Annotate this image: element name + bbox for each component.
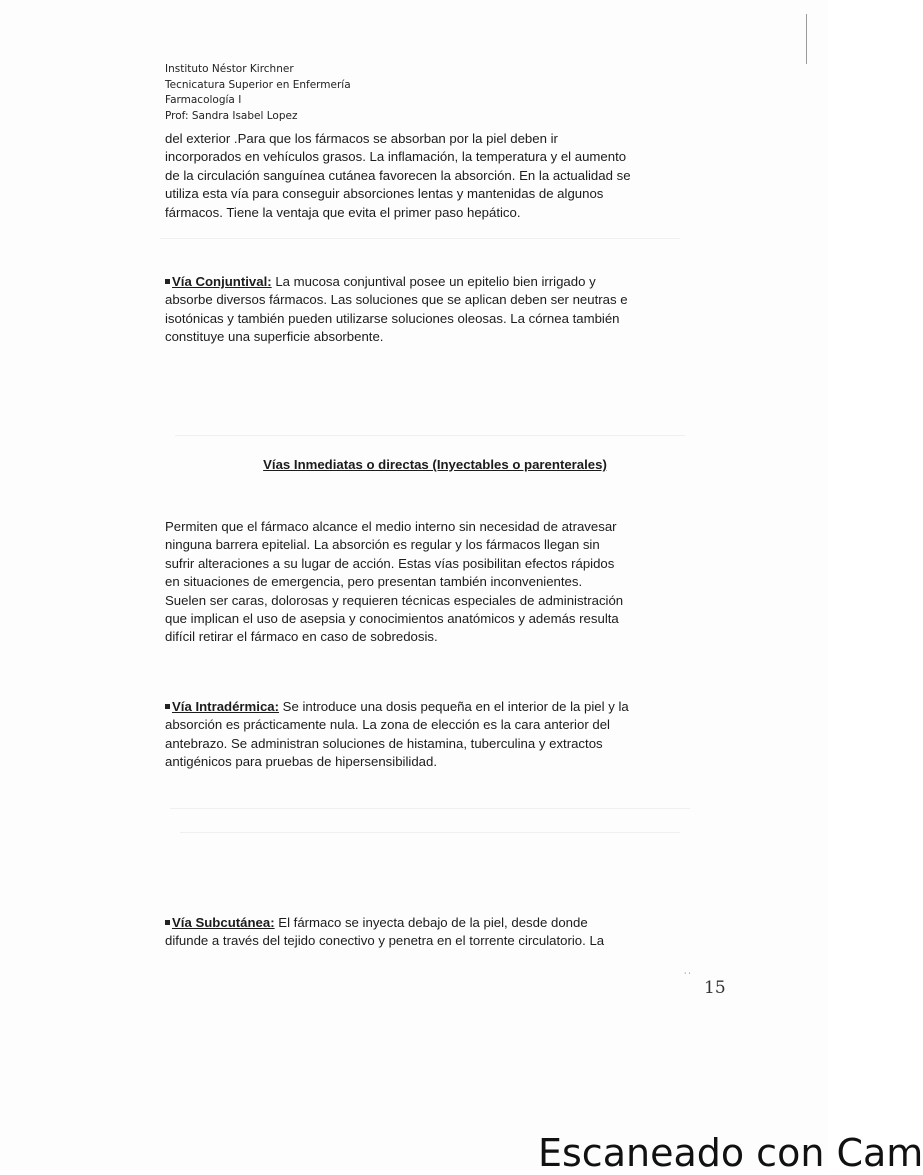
paragraph-line: La mucosa conjuntival posee un epitelio bien irrigado y (271, 274, 596, 289)
conjuntival-term: Vía Conjuntival: (172, 274, 272, 289)
paragraph-line: absorbe diversos fármacos. Las soluciones que se aplican deben ser neutras e (165, 292, 628, 308)
paragraph-line: absorción es prácticamente nula. La zona de elección es la cara anterior del (165, 717, 610, 733)
conjuntival-paragraph (165, 273, 705, 347)
paragraph-line: Permiten que el fármaco alcance el medio interno sin necesidad de atravesar (165, 519, 617, 534)
bleed-through-mark (160, 238, 680, 239)
paragraph-line: utiliza esta vía para conseguir absorciones lentas y mantenidas de algunos (165, 186, 604, 202)
bleed-through-mark (175, 435, 685, 436)
document-header (165, 62, 351, 124)
parenteral-paragraph (165, 518, 705, 647)
header-program: Tecnicatura Superior en Enfermería (165, 78, 351, 91)
header-institution: Instituto Néstor Kirchner (165, 63, 294, 75)
paragraph-line: en situaciones de emergencia, pero presentan también inconvenientes. (165, 574, 583, 590)
paragraph-line: del exterior .Para que los fármacos se absorban por la piel deben ir (165, 131, 558, 146)
page-number-marks: ˙˙ (684, 972, 693, 983)
paragraph-line: difícil retirar el fármaco en caso de sobredosis. (165, 629, 438, 645)
paragraph-line: Suelen ser caras, dolorosas y requieren técnicas especiales de administración (165, 592, 624, 608)
intro-paragraph (165, 130, 705, 222)
intradermica-term: Vía Intradérmica: (172, 699, 280, 714)
paragraph-line: constituye una superficie absorbente. (165, 329, 384, 345)
paragraph-line: isotónicas y también pueden utilizarse soluciones oleosas. La córnea también (165, 310, 620, 326)
scanner-watermark (538, 1128, 923, 1175)
bullet-icon (165, 704, 170, 709)
paragraph-line: antebrazo. Se administran soluciones de histamina, tuberculina y extractos (165, 735, 603, 751)
subcutanea-term: Vía Subcutánea: (172, 915, 275, 930)
header-professor: Prof: Sandra Isabel Lopez (165, 109, 298, 122)
section-title: Vías Inmediatas o directas (Inyectables o parenterales) (263, 457, 607, 472)
bullet-icon (165, 279, 170, 284)
paragraph-line: difunde a través del tejido conectivo y penetra en el torrente circulatorio. La (165, 933, 605, 949)
bleed-through-mark (180, 832, 680, 833)
paragraph-line: incorporados en vehículos grasos. La inflamación, la temperatura y el aumento (165, 149, 627, 165)
paragraph-line: antigénicos para pruebas de hipersensibilidad. (165, 754, 437, 770)
paragraph-line: ninguna barrera epitelial. La absorción es regular y los fármacos llegan sin (165, 537, 600, 553)
scanner-watermark-text: Escaneado con Cam (538, 1131, 923, 1175)
header-subject: Farmacología I (165, 94, 242, 106)
paragraph-line: sufrir alteraciones a su lugar de acción. Estas vías posibilitan efectos rápidos (165, 555, 615, 571)
bleed-through-mark (170, 808, 690, 809)
scan-edge-mark (806, 14, 807, 64)
paragraph-line: Se introduce una dosis pequeña en el interior de la piel y la (279, 699, 629, 714)
paragraph-line: fármacos. Tiene la ventaja que evita el primer paso hepático. (165, 204, 521, 220)
bullet-icon (165, 920, 170, 925)
intradermica-paragraph (165, 698, 713, 772)
paragraph-line: de la circulación sanguínea cutánea favorecen la absorción. En la actualidad se (165, 167, 631, 183)
page-number: 15 (704, 978, 726, 998)
subcutanea-paragraph (165, 914, 705, 951)
paragraph-line: que implican el uso de asepsia y conocimientos anatómicos y además resulta (165, 611, 619, 627)
paragraph-line: El fármaco se inyecta debajo de la piel, desde donde (274, 915, 588, 930)
